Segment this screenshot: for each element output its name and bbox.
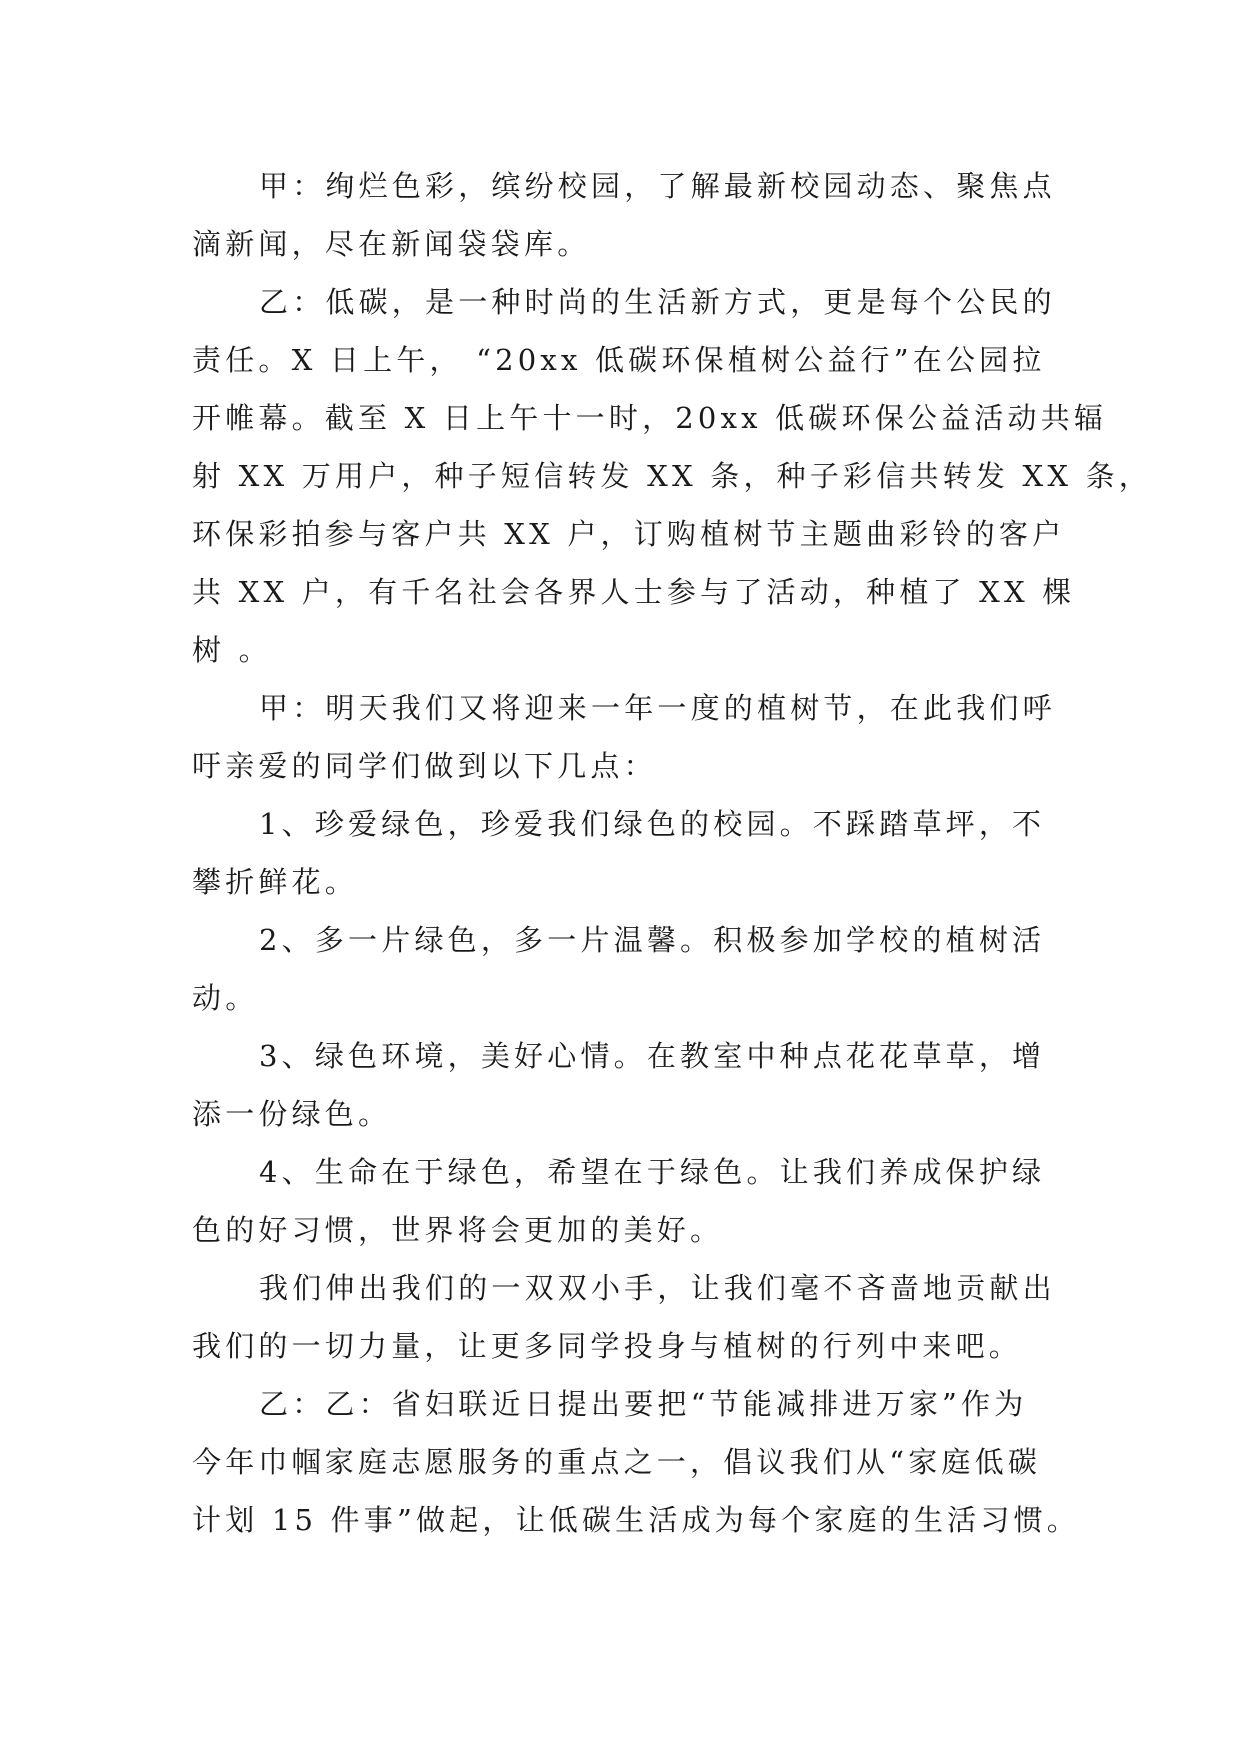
paragraph-line: 乙：乙：省妇联近日提出要把“节能减排进万家”作为 <box>259 1387 1028 1421</box>
paragraph-line: 吁亲爱的同学们做到以下几点： <box>192 749 657 783</box>
paragraph-line: 树 。 <box>192 633 272 667</box>
paragraph-line: 添一份绿色。 <box>192 1097 392 1131</box>
paragraph-line: 我们的一切力量，让更多同学投身与植树的行列中来吧。 <box>192 1329 1023 1363</box>
paragraph-line: 3、绿色环境，美好心情。在教室中种点花花草草，增 <box>259 1039 1046 1073</box>
paragraph-line: 攀折鲜花。 <box>192 865 359 899</box>
paragraph-line: 计划 15 件事”做起，让低碳生活成为每个家庭的生活习惯。 <box>192 1503 1080 1537</box>
paragraph-line: 甲：绚烂色彩，缤纷校园，了解最新校园动态、聚焦点 <box>259 169 1056 203</box>
paragraph-line: 今年巾帼家庭志愿服务的重点之一，倡议我们从“家庭低碳 <box>192 1445 1042 1479</box>
paragraph-line: 滴新闻，尽在新闻袋袋库。 <box>192 227 591 261</box>
paragraph-line: 射 XX 万用户，种子短信转发 XX 条，种子彩信共转发 XX 条， <box>192 459 1152 493</box>
paragraph-line: 我们伸出我们的一双双小手，让我们毫不吝啬地贡献出 <box>259 1271 1056 1305</box>
paragraph-line: 4、生命在于绿色，希望在于绿色。让我们养成保护绿 <box>259 1155 1046 1189</box>
paragraph-line: 2、多一片绿色，多一片温馨。积极参加学校的植树活 <box>259 923 1046 957</box>
paragraph-line: 甲：明天我们又将迎来一年一度的植树节，在此我们呼 <box>259 691 1056 725</box>
paragraph-line: 1、珍爱绿色，珍爱我们绿色的校园。不踩踏草坪，不 <box>259 807 1046 841</box>
paragraph-line: 开帷幕。截至 X 日上午十一时，20xx 低碳环保公益活动共辐 <box>192 401 1108 435</box>
paragraph-line: 乙：低碳，是一种时尚的生活新方式，更是每个公民的 <box>259 285 1056 319</box>
paragraph-line: 动。 <box>192 981 259 1015</box>
paragraph-line: 环保彩拍参与客户共 XX 户，订购植树节主题曲彩铃的客户 <box>192 517 1066 551</box>
paragraph-line: 责任。X 日上午， “20xx 低碳环保植树公益行”在公园拉 <box>192 343 1046 377</box>
paragraph-line: 共 XX 户，有千名社会各界人士参与了活动，种植了 XX 棵 <box>192 575 1076 609</box>
paragraph-line: 色的好习惯，世界将会更加的美好。 <box>192 1213 724 1247</box>
